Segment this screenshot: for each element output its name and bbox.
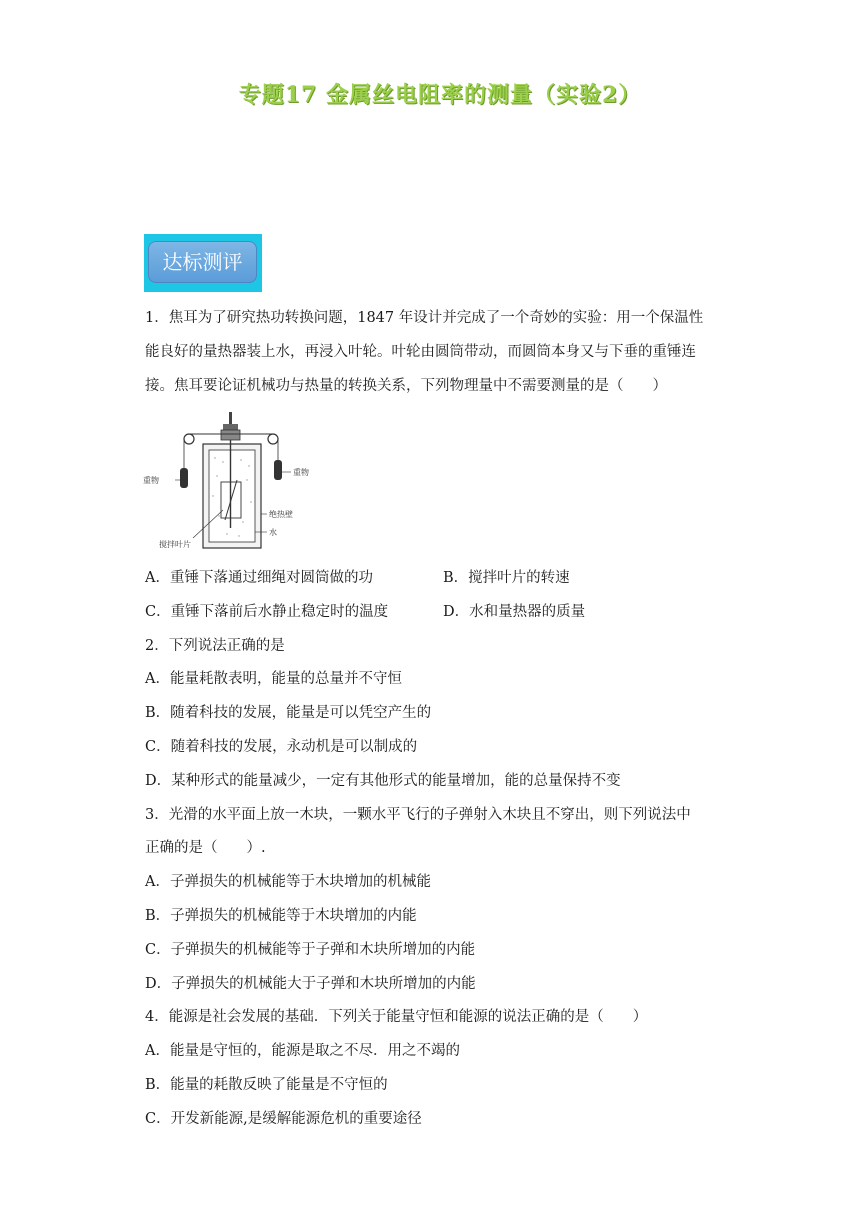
q1-stem-line2: 能良好的量热器装上水，再浸入叶轮。叶轮由圆筒带动，而圆筒本身又与下垂的重锤连	[145, 344, 696, 360]
q2-option-a: A．能量耗散表明，能量的总量并不守恒	[145, 671, 402, 687]
weight-left-label: 重物	[143, 476, 159, 485]
q2-option-b: B．随着科技的发展，能量是可以凭空产生的	[145, 705, 432, 721]
q2-option-c: C．随着科技的发展，永动机是可以制成的	[145, 739, 418, 755]
section-badge-frame	[144, 234, 262, 292]
insulation-wall-label: 绝热壁	[269, 510, 293, 519]
q3-option-c: C．子弹损失的机械能等于子弹和木块所增加的内能	[145, 942, 476, 958]
q2-option-d: D．某种形式的能量减少，一定有其他形式的能量增加，能的总量保持不变	[145, 773, 621, 789]
q4-option-a: A．能量是守恒的，能源是取之不尽．用之不竭的	[145, 1043, 460, 1059]
joule-apparatus-figure	[143, 410, 333, 552]
q1-option-b: B．搅拌叶片的转速	[443, 570, 570, 586]
q1-option-c: C．重锤下落前后水静止稳定时的温度	[145, 604, 389, 620]
q3-stem-line1: 3．光滑的水平面上放一木块，一颗水平飞行的子弹射入木块且不穿出，则下列说法中	[145, 807, 691, 823]
q4-stem: 4．能源是社会发展的基础．下列关于能量守恒和能源的说法正确的是（ ）	[145, 1009, 648, 1025]
q3-stem-line2: 正确的是（ ）.	[145, 840, 266, 856]
section-badge: 达标测评	[148, 241, 257, 283]
q2-stem: 2．下列说法正确的是	[145, 638, 285, 654]
q1-stem-line3: 接。焦耳要论证机械功与热量的转换关系，下列物理量中不需要测量的是（ ）	[145, 378, 667, 394]
q1-option-a: A．重锤下落通过细绳对圆筒做的功	[145, 570, 373, 586]
q3-option-d: D．子弹损失的机械能大于子弹和木块所增加的内能	[145, 976, 476, 992]
stirring-blade-label: 搅拌叶片	[159, 540, 191, 549]
weight-right-label: 重物	[293, 468, 309, 477]
q1-stem-line1: 1．焦耳为了研究热功转换问题，1847 年设计并完成了一个奇妙的实验：用一个保温性	[145, 310, 704, 326]
water-label: 水	[269, 528, 277, 537]
q4-option-c: C．开发新能源,是缓解能源危机的重要途径	[145, 1111, 422, 1127]
q1-option-d: D．水和量热器的质量	[443, 604, 586, 620]
q4-option-b: B．能量的耗散反映了能量是不守恒的	[145, 1077, 388, 1093]
joule-apparatus-diagram	[143, 410, 333, 552]
page-title: 专题17 金属丝电阻率的测量（实验2）	[238, 82, 642, 108]
q3-option-a: A．子弹损失的机械能等于木块增加的机械能	[145, 874, 431, 890]
q3-option-b: B．子弹损失的机械能等于木块增加的内能	[145, 908, 417, 924]
